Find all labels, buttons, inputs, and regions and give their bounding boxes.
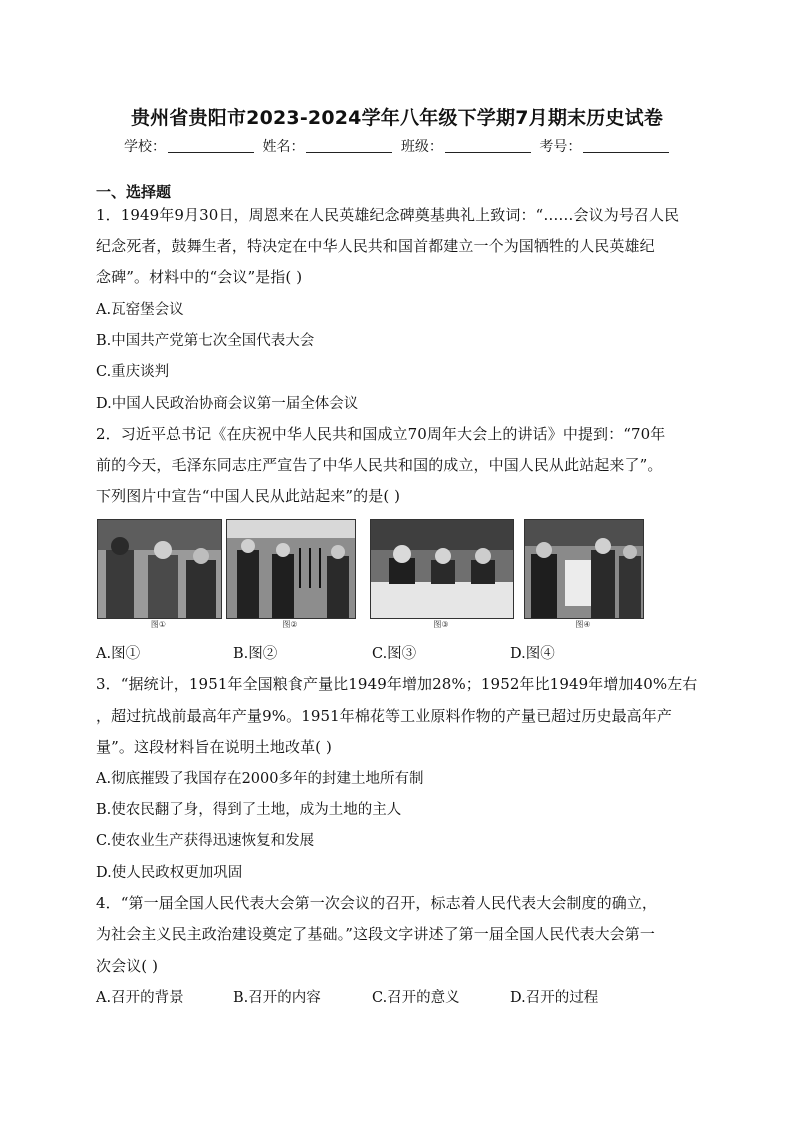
q2-option-a[interactable]: A.图①: [96, 646, 141, 662]
q4-option-d[interactable]: D.召开的过程: [510, 990, 599, 1006]
q4-option-b[interactable]: B.召开的内容: [233, 990, 321, 1006]
figure-2-caption: 图②: [282, 620, 298, 629]
figure-1-photo: [97, 519, 222, 619]
school-label: 学校：: [124, 139, 166, 155]
q3-option-a[interactable]: A.彻底摧毁了我国存在2000多年的封建土地所有制: [96, 771, 424, 787]
q1-option-d[interactable]: D.中国人民政治协商会议第一届全体会议: [96, 396, 359, 412]
q2-option-c[interactable]: C.图③: [372, 646, 417, 662]
q4-option-a[interactable]: A.召开的背景: [96, 990, 184, 1006]
q4-option-c[interactable]: C.召开的意义: [372, 990, 460, 1006]
section-heading: 一、选择题: [96, 183, 172, 201]
figure-3-caption: 图③: [433, 620, 449, 629]
student-info-row: [124, 136, 684, 156]
q3-line-3: 量”。这段材料旨在说明土地改革( ): [96, 738, 332, 756]
figure-3-photo: [370, 519, 514, 619]
q2-option-d[interactable]: D.图④: [510, 646, 555, 662]
figure-1-caption: 图①: [150, 620, 167, 629]
name-blank[interactable]: [306, 138, 392, 153]
q4-line-3: 次会议( ): [96, 957, 159, 975]
exam-number-label: 考号：: [539, 139, 582, 155]
q1-line-1: 1．1949年9月30日，周恩来在人民英雄纪念碑奠基典礼上致词：“……会议为号召人民: [96, 206, 680, 224]
class-label: 班级：: [400, 139, 443, 155]
name-label: 姓名：: [262, 139, 305, 155]
q3-option-d[interactable]: D.使人民政权更加巩固: [96, 865, 243, 881]
figure-4-photo: [524, 519, 644, 619]
q4-line-2: 为社会主义民主政治建设奠定了基础。”这段文字讲述了第一届全国人民代表大会第一: [96, 925, 655, 943]
q4-line-1: 4．“第一届全国人民代表大会第一次会议的召开，标志着人民代表大会制度的确立，: [96, 894, 658, 912]
q1-line-3: 念碑”。材料中的“会议”是指( ): [96, 268, 303, 286]
exam-number-blank[interactable]: [583, 138, 669, 153]
q1-option-c[interactable]: C.重庆谈判: [96, 364, 170, 380]
q3-line-2: ，超过抗战前最高年产量9%。1951年棉花等工业原料作物的产量已超过历史最高年产: [96, 707, 672, 725]
q2-line-2: 前的今天，毛泽东同志庄严宣告了中华人民共和国的成立，中国人民从此站起来了”。: [96, 456, 663, 474]
q3-option-b[interactable]: B.使农民翻了身，得到了土地，成为土地的主人: [96, 802, 402, 818]
class-blank[interactable]: [445, 138, 531, 153]
q3-option-c[interactable]: C.使农业生产获得迅速恢复和发展: [96, 833, 315, 849]
q2-option-b[interactable]: B.图②: [233, 646, 278, 662]
exam-title: 贵州省贵阳市2023-2024学年八年级下学期7月期末历史试卷: [130, 107, 664, 129]
figure-2-photo: [226, 519, 356, 619]
q1-option-a[interactable]: A.瓦窑堡会议: [96, 302, 184, 318]
q2-line-3: 下列图片中宣告“中国人民从此站起来”的是( ): [96, 487, 401, 505]
q3-line-1: 3．“据统计，1951年全国粮食产量比1949年增加28%；1952年比1949年增加40%左右: [96, 675, 698, 693]
figure-4-caption: 图④: [575, 620, 591, 629]
school-blank[interactable]: [168, 138, 254, 153]
q1-option-b[interactable]: B.中国共产党第七次全国代表大会: [96, 333, 315, 349]
q2-line-1: 2．习近平总书记《在庆祝中华人民共和国成立70周年大会上的讲话》中提到：“70年: [96, 425, 666, 443]
q1-line-2: 纪念死者，鼓舞生者，特决定在中华人民共和国首都建立一个为国牺牲的人民英雄纪: [96, 237, 655, 255]
